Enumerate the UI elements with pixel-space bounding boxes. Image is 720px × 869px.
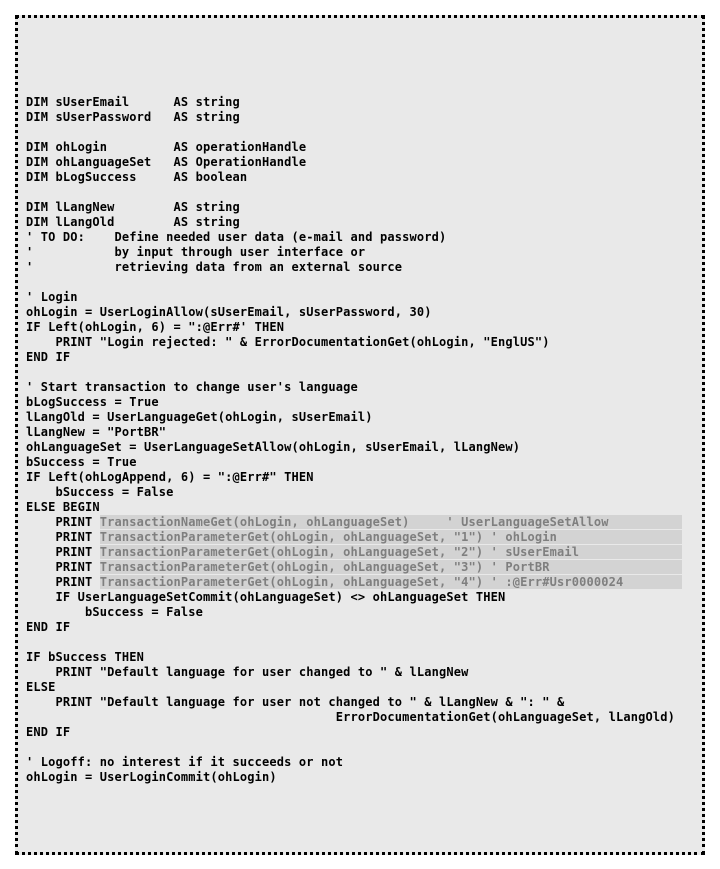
code-segment: ELSE xyxy=(26,680,56,694)
code-segment: bSuccess = True xyxy=(26,455,137,469)
code-line xyxy=(26,740,702,755)
code-line xyxy=(26,530,702,545)
code-line xyxy=(26,485,702,500)
code-line xyxy=(26,95,702,110)
code-segment: DIM bLogSuccess AS boolean xyxy=(26,170,248,184)
code-panel xyxy=(15,15,705,855)
code-segment: PRINT "Default language for user changed to " & lLangNew xyxy=(26,665,469,679)
code-segment: PRINT "Default language for user not changed to " & lLangNew & ": " & xyxy=(26,695,565,709)
code-line xyxy=(26,365,702,380)
code-line xyxy=(26,650,702,665)
code-line xyxy=(26,830,702,845)
code-segment: lLangOld = UserLanguageGet(ohLogin, sUserEmail) xyxy=(26,410,373,424)
code-segment: PRINT xyxy=(26,515,100,529)
code-listing xyxy=(26,20,702,855)
code-line xyxy=(26,65,702,80)
code-line xyxy=(26,140,702,155)
code-line xyxy=(26,155,702,170)
code-line xyxy=(26,725,702,740)
code-line xyxy=(26,200,702,215)
code-segment: PRINT xyxy=(26,545,100,559)
code-segment: ohLogin = UserLoginAllow(sUserEmail, sUserPassword, 30) xyxy=(26,305,432,319)
code-line xyxy=(26,395,702,410)
code-line xyxy=(26,245,702,260)
code-line xyxy=(26,500,702,515)
code-segment: PRINT "Login rejected: " & ErrorDocumentationGet(ohLogin, "EnglUS") xyxy=(26,335,550,349)
code-segment: IF UserLanguageSetCommit(ohLanguageSet) <> ohLanguageSet THEN xyxy=(26,590,506,604)
code-line xyxy=(26,770,702,785)
code-line xyxy=(26,275,702,290)
code-line xyxy=(26,215,702,230)
code-line xyxy=(26,35,702,50)
code-line xyxy=(26,605,702,620)
code-segment: PRINT xyxy=(26,575,100,589)
code-segment: END IF xyxy=(26,350,71,364)
code-line xyxy=(26,125,702,140)
code-segment: IF Left(ohLogAppend, 6) = ":@Err#" THEN xyxy=(26,470,314,484)
code-segment: lLangNew = "PortBR" xyxy=(26,425,167,439)
code-line xyxy=(26,380,702,395)
code-line xyxy=(26,590,702,605)
code-line xyxy=(26,185,702,200)
code-line xyxy=(26,305,702,320)
code-line xyxy=(26,785,702,800)
code-line xyxy=(26,410,702,425)
code-segment: ' TO DO: Define needed user data (e-mail and password) xyxy=(26,230,447,244)
code-line xyxy=(26,710,702,725)
code-line xyxy=(26,230,702,245)
code-segment: ' Login xyxy=(26,290,78,304)
code-line xyxy=(26,335,702,350)
code-segment: ' by input through user interface or xyxy=(26,245,366,259)
code-segment: DIM ohLanguageSet AS OperationHandle xyxy=(26,155,307,169)
code-line xyxy=(26,170,702,185)
highlighted-code-segment: TransactionParameterGet(ohLogin, ohLanguageSet, "1") ' ohLogin xyxy=(99,530,683,544)
code-line xyxy=(26,20,702,35)
highlighted-code-segment: TransactionParameterGet(ohLogin, ohLanguageSet, "3") ' PortBR xyxy=(99,560,683,574)
code-segment: DIM lLangOld AS string xyxy=(26,215,240,229)
code-line xyxy=(26,425,702,440)
code-segment: ohLanguageSet = UserLanguageSetAllow(ohLogin, sUserEmail, lLangNew) xyxy=(26,440,521,454)
code-segment: END IF xyxy=(26,725,71,739)
highlighted-code-segment: TransactionNameGet(ohLogin, ohLanguageSet) ' UserLanguageSetAllow xyxy=(99,515,683,529)
code-segment: IF bSuccess THEN xyxy=(26,650,144,664)
code-segment: bLogSuccess = True xyxy=(26,395,159,409)
code-segment: ' Logoff: no interest if it succeeds or not xyxy=(26,755,344,769)
code-line xyxy=(26,80,702,95)
code-line xyxy=(26,575,702,590)
code-line xyxy=(26,290,702,305)
code-segment: ohLogin = UserLoginCommit(ohLogin) xyxy=(26,770,277,784)
code-segment: ' Start transaction to change user's language xyxy=(26,380,358,394)
code-line xyxy=(26,50,702,65)
code-segment: DIM sUserEmail AS string xyxy=(26,95,240,109)
code-line xyxy=(26,755,702,770)
code-line xyxy=(26,800,702,815)
code-segment: PRINT xyxy=(26,560,100,574)
code-line xyxy=(26,635,702,650)
code-line xyxy=(26,845,702,855)
code-segment: bSuccess = False xyxy=(26,485,174,499)
code-segment: ELSE BEGIN xyxy=(26,500,100,514)
code-line xyxy=(26,545,702,560)
code-line xyxy=(26,515,702,530)
code-segment: DIM ohLogin AS operationHandle xyxy=(26,140,307,154)
code-line xyxy=(26,350,702,365)
highlighted-code-segment: TransactionParameterGet(ohLogin, ohLanguageSet, "2") ' sUserEmail xyxy=(99,545,683,559)
highlighted-code-segment: TransactionParameterGet(ohLogin, ohLanguageSet, "4") ' :@Err#Usr0000024 xyxy=(99,575,683,589)
code-segment: DIM sUserPassword AS string xyxy=(26,110,240,124)
code-segment: IF Left(ohLogin, 6) = ":@Err#' THEN xyxy=(26,320,285,334)
code-line xyxy=(26,695,702,710)
code-segment: PRINT xyxy=(26,530,100,544)
code-line xyxy=(26,560,702,575)
code-segment: bSuccess = False xyxy=(26,605,203,619)
code-line xyxy=(26,440,702,455)
code-line xyxy=(26,680,702,695)
code-line xyxy=(26,470,702,485)
code-line xyxy=(26,665,702,680)
code-segment: ErrorDocumentationGet(ohLanguageSet, lLangOld) xyxy=(26,710,675,724)
code-line xyxy=(26,455,702,470)
code-segment: DIM lLangNew AS string xyxy=(26,200,240,214)
code-line xyxy=(26,620,702,635)
code-line xyxy=(26,320,702,335)
code-segment: END IF xyxy=(26,620,71,634)
code-segment: ' retrieving data from an external source xyxy=(26,260,403,274)
code-line xyxy=(26,815,702,830)
code-line xyxy=(26,260,702,275)
code-line xyxy=(26,110,702,125)
